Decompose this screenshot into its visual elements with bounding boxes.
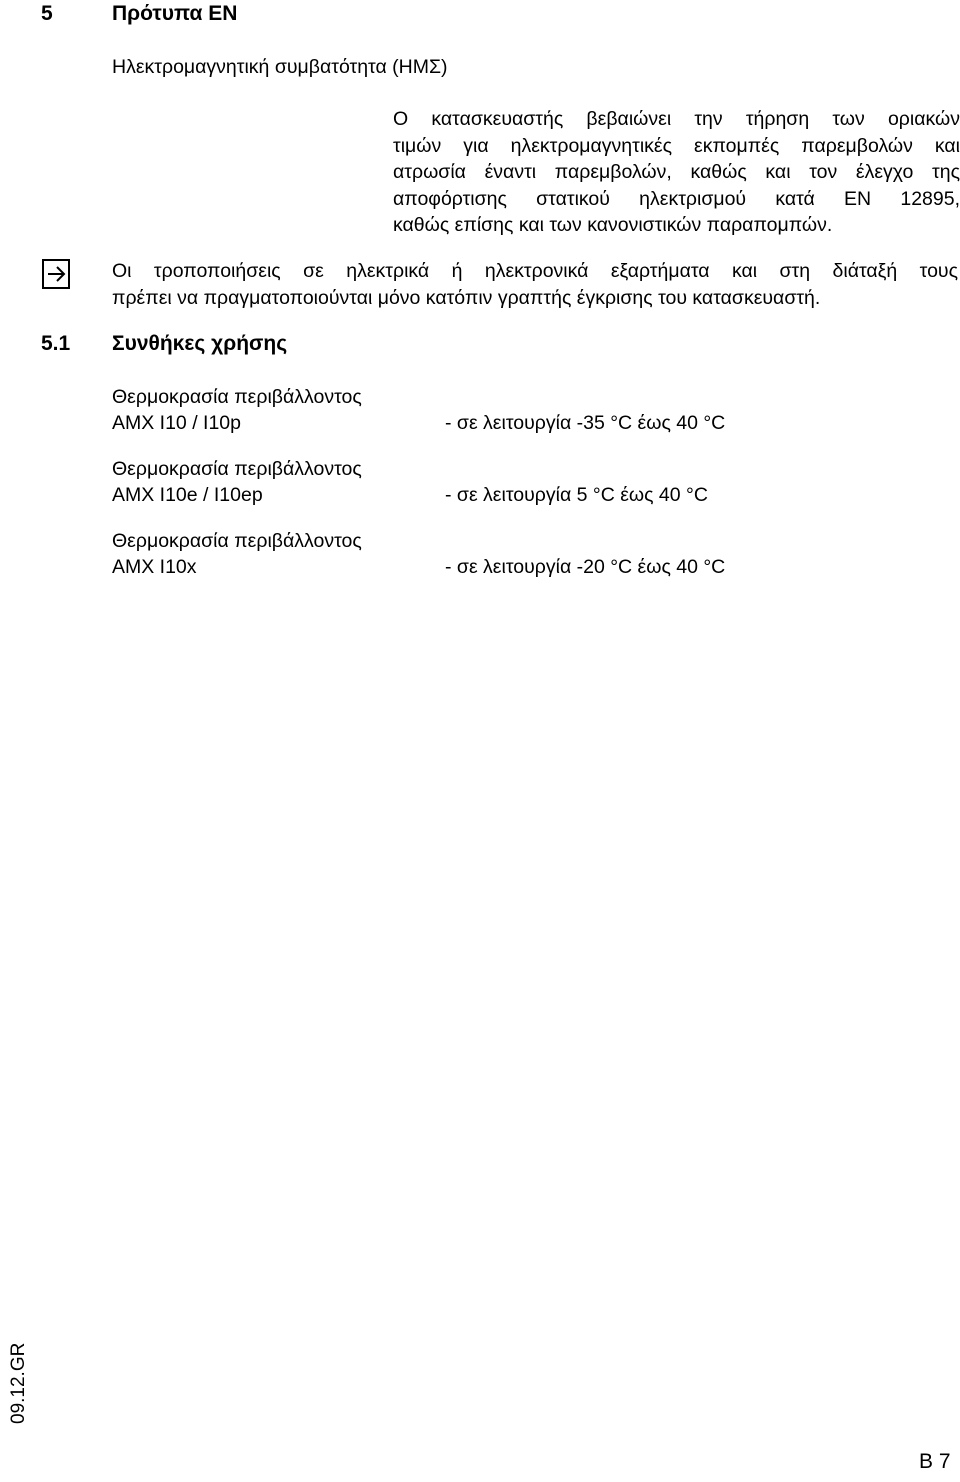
emc-line: αποφόρτισης στατικού ηλεκτρισμού κατά EN 12895, <box>393 187 960 210</box>
emc-line: ατρωσία έναντι παρεμβολών, καθώς και τον έλεγχο της <box>393 161 960 183</box>
note-paragraph <box>112 258 958 311</box>
subsection-title: Συνθήκες χρήσης <box>112 332 288 355</box>
condition-label: Θερμοκρασία περιβάλλοντος <box>112 458 362 480</box>
condition-label: Θερμοκρασία περιβάλλοντος <box>112 386 362 408</box>
section-number: 5 <box>41 2 53 25</box>
emc-heading: Ηλεκτρομαγνητική συμβατότητα (ΗΜΣ) <box>112 56 448 78</box>
edition-code: 09.12.GR <box>8 1342 29 1424</box>
emc-line: τιμών για ηλεκτρομαγνητικές εκπομπές παρεμβολών και <box>393 134 960 157</box>
condition-value: - σε λειτουργία -35 °C έως 40 °C <box>445 412 726 434</box>
condition-value: - σε λειτουργία -20 °C έως 40 °C <box>445 556 726 578</box>
condition-label: Θερμοκρασία περιβάλλοντος <box>112 530 362 552</box>
note-line: Οι τροποποιήσεις σε ηλεκτρικά ή ηλεκτρονικά εξαρτήματα και στη διάταξή τους <box>112 260 958 282</box>
condition-model: AMX I10e / I10ep <box>112 484 263 506</box>
note-line: πρέπει να πραγματοποιούνται μόνο κατόπιν γραπτής έγκρισης του κατασκευαστή. <box>112 286 821 309</box>
emc-paragraph <box>393 106 960 239</box>
condition-value: - σε λειτουργία 5 °C έως 40 °C <box>445 484 708 506</box>
arrow-right-icon <box>42 259 70 289</box>
subsection-number: 5.1 <box>41 332 71 355</box>
condition-model: AMX I10 / I10p <box>112 412 241 434</box>
emc-line: Ο κατασκευαστής βεβαιώνει την τήρηση των οριακών <box>393 108 960 130</box>
condition-model: AMX I10x <box>112 556 197 578</box>
page-number: B 7 <box>919 1450 951 1473</box>
emc-line: καθώς επίσης και των κανονιστικών παραπομπών. <box>393 214 833 236</box>
section-title: Πρότυπα EN <box>112 2 238 25</box>
